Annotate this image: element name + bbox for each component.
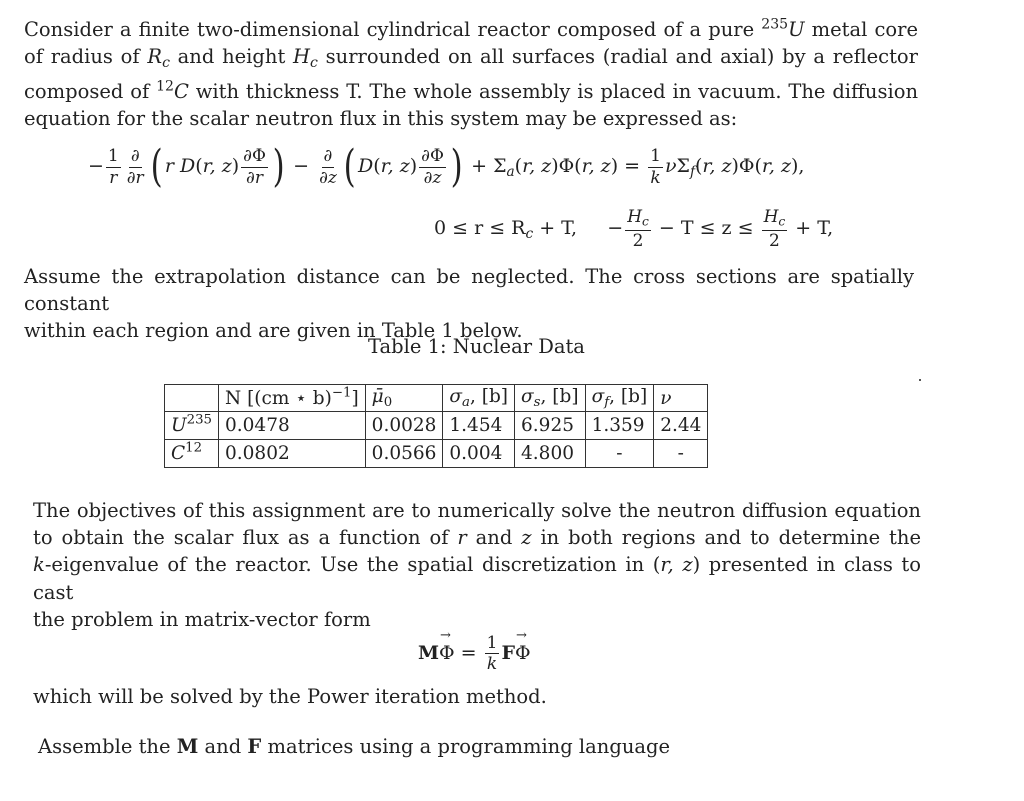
cell-sigma-s: 6.925 — [515, 412, 586, 440]
assumption-line-1: Assume the extrapolation distance can be neglected. The cross sections are spatially constant — [24, 265, 914, 316]
cell-sigma-f: 1.359 — [585, 412, 654, 440]
cell-mu0: 0.0566 — [365, 440, 443, 468]
assumption-line-2: within each region and are given in Table 1 below. — [24, 319, 523, 343]
intro-line-4: equation for the scalar neutron flux in this system may be expressed as: — [24, 106, 738, 130]
cell-mu0: 0.0028 — [365, 412, 443, 440]
cell-sigma-a: 0.004 — [443, 440, 515, 468]
cell-nu: 2.44 — [654, 412, 708, 440]
nuclear-data-table — [164, 384, 708, 468]
header-empty — [165, 385, 219, 412]
objectives-line-4: the problem in matrix-vector form — [33, 607, 371, 631]
objectives-line-3: k-eigenvalue of the reactor. Use the spatial discretization in (r, z) presented in class to cast — [33, 553, 921, 604]
equation-domain: $0 \le r \le R_c + T$, − $\frac{H_c}{2}$ − T ≤ z ≤ $\frac{H_c}{2}$ + T, — [434, 207, 834, 251]
cell-sigma-s: 4.800 — [515, 440, 586, 468]
header-sigma-a: $\sigma_a$, [b] — [443, 385, 515, 412]
intro-line-3: composed of $^{12}$C with thickness T. The whole assembly is placed in vacuum. The diffusion — [24, 77, 919, 103]
header-sigma-s: $\sigma_s$, [b] — [515, 385, 586, 412]
objectives-line-1: The objectives of this assignment are to numerically solve the neutron diffusion equation — [33, 499, 921, 522]
cell-sigma-a: 1.454 — [443, 412, 515, 440]
cell-n: 0.0802 — [219, 440, 366, 468]
assumption-paragraph — [24, 263, 914, 345]
row-label: $C^{12}$ — [165, 440, 219, 468]
header-n: N [(cm ⋆ b)$^{-1}$] — [219, 385, 366, 412]
table-row — [165, 412, 708, 440]
diffusion-equation: − $\frac{1}{r}$ $\frac{\partial}{\partial r}$ ( r D(r, z) $\frac{\partial\Phi}{\partial r}$ ) − $\frac{\partial}{\partial z}$ ( D(r, z) $\frac{\partial\Phi}{\partial z}$ ) + $\Sigma_a(r$, z)Φ(r, z) = $\frac{1}{k}$ $\nu\Sigma_f(r$, z)Φ(r, z), — [88, 141, 805, 192]
objectives-line-2: to obtain the scalar flux as a function of r and z in both regions and to determine the — [33, 526, 921, 550]
header-nu: ν — [654, 385, 708, 412]
stray-dot — [919, 379, 921, 381]
intro-paragraph — [24, 16, 918, 132]
cell-sigma-f: - — [585, 440, 654, 468]
table-header-row — [165, 385, 708, 412]
power-iteration-text: which will be solved by the Power iteration method. — [33, 685, 547, 708]
table-row — [165, 440, 708, 468]
row-label: $U^{235}$ — [165, 412, 219, 440]
cell-nu: - — [654, 440, 708, 468]
header-sigma-f: $\sigma_f$, [b] — [585, 385, 654, 412]
intro-line-2: of radius of $R_c$ and height $H_c$ surrounded on all surfaces (radial and axial) by a reflector — [24, 45, 918, 72]
table-caption: Table 1: Nuclear Data — [368, 335, 585, 358]
matrix-equation: M→ Φ = $\frac{1}{k}$ F→ Φ — [418, 634, 531, 674]
intro-line-1: Consider a finite two-dimensional cylindrical reactor composed of a pure $^{235}$U metal core — [24, 16, 919, 41]
assemble-text: Assemble the M and F matrices using a programming language — [38, 735, 671, 758]
header-mu0: $\mū_0$ — [365, 385, 443, 412]
cell-n: 0.0478 — [219, 412, 366, 440]
objectives-paragraph — [33, 497, 921, 633]
